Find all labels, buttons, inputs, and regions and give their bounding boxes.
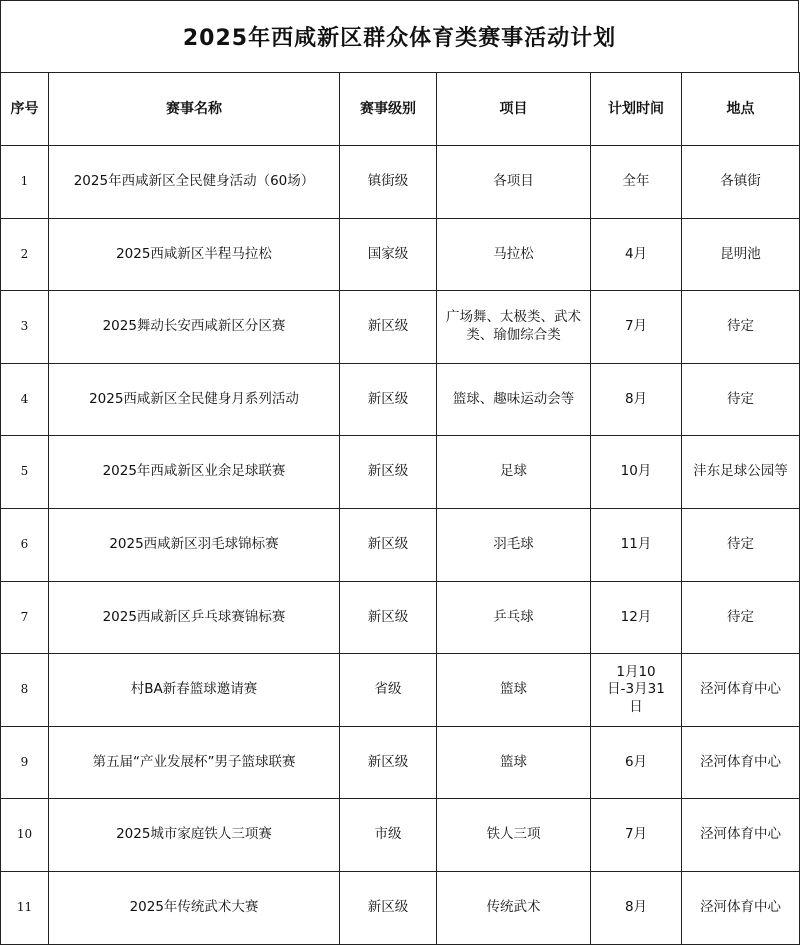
cell-event-name: 2025年传统武术大赛 bbox=[49, 871, 340, 944]
cell-place: 泾河体育中心 bbox=[682, 871, 800, 944]
cell-place: 昆明池 bbox=[682, 218, 800, 291]
cell-event-name: 第五届“产业发展杯”男子篮球联赛 bbox=[49, 726, 340, 799]
cell-index: 9 bbox=[1, 726, 49, 799]
cell-time: 8月 bbox=[591, 363, 682, 436]
cell-level: 镇街级 bbox=[340, 146, 437, 219]
table-row bbox=[1, 508, 800, 581]
cell-place: 待定 bbox=[682, 508, 800, 581]
cell-place: 待定 bbox=[682, 291, 800, 364]
table-row bbox=[1, 581, 800, 654]
cell-event-name: 2025舞动长安西咸新区分区赛 bbox=[49, 291, 340, 364]
cell-level: 省级 bbox=[340, 654, 437, 727]
table-row bbox=[1, 436, 800, 509]
table-row bbox=[1, 146, 800, 219]
header-item: 项目 bbox=[437, 73, 591, 146]
cell-item: 广场舞、太极类、武术类、瑜伽综合类 bbox=[437, 291, 591, 364]
cell-event-name: 2025西咸新区乒乓球赛锦标赛 bbox=[49, 581, 340, 654]
cell-level: 国家级 bbox=[340, 218, 437, 291]
cell-time: 7月 bbox=[591, 799, 682, 872]
cell-time: 8月 bbox=[591, 871, 682, 944]
cell-place: 泾河体育中心 bbox=[682, 654, 800, 727]
cell-item: 各项目 bbox=[437, 146, 591, 219]
table-row bbox=[1, 654, 800, 727]
cell-time: 11月 bbox=[591, 508, 682, 581]
table-title: 2025年西咸新区群众体育类赛事活动计划 bbox=[0, 0, 799, 73]
cell-index: 5 bbox=[1, 436, 49, 509]
header-row bbox=[1, 73, 800, 146]
table-row bbox=[1, 218, 800, 291]
cell-item: 乒乓球 bbox=[437, 581, 591, 654]
cell-item: 篮球 bbox=[437, 726, 591, 799]
cell-time: 4月 bbox=[591, 218, 682, 291]
cell-item: 铁人三项 bbox=[437, 799, 591, 872]
header-event-name: 赛事名称 bbox=[49, 73, 340, 146]
event-plan-table bbox=[0, 72, 800, 945]
cell-time: 10月 bbox=[591, 436, 682, 509]
cell-index: 2 bbox=[1, 218, 49, 291]
cell-index: 7 bbox=[1, 581, 49, 654]
cell-level: 新区级 bbox=[340, 508, 437, 581]
cell-item: 马拉松 bbox=[437, 218, 591, 291]
cell-level: 新区级 bbox=[340, 581, 437, 654]
cell-index: 8 bbox=[1, 654, 49, 727]
cell-index: 6 bbox=[1, 508, 49, 581]
cell-level: 新区级 bbox=[340, 436, 437, 509]
cell-index: 1 bbox=[1, 146, 49, 219]
cell-place: 待定 bbox=[682, 363, 800, 436]
header-time: 计划时间 bbox=[591, 73, 682, 146]
cell-place: 沣东足球公园等 bbox=[682, 436, 800, 509]
cell-event-name: 2025年西咸新区业余足球联赛 bbox=[49, 436, 340, 509]
cell-item: 羽毛球 bbox=[437, 508, 591, 581]
table-row bbox=[1, 726, 800, 799]
cell-time: 12月 bbox=[591, 581, 682, 654]
cell-level: 新区级 bbox=[340, 726, 437, 799]
cell-level: 新区级 bbox=[340, 291, 437, 364]
cell-item: 传统武术 bbox=[437, 871, 591, 944]
table-row bbox=[1, 871, 800, 944]
cell-event-name: 2025西咸新区羽毛球锦标赛 bbox=[49, 508, 340, 581]
cell-place: 待定 bbox=[682, 581, 800, 654]
cell-event-name: 2025年西咸新区全民健身活动（60场） bbox=[49, 146, 340, 219]
cell-level: 市级 bbox=[340, 799, 437, 872]
cell-time: 1月10日-3月31日 bbox=[591, 654, 682, 727]
cell-time: 6月 bbox=[591, 726, 682, 799]
cell-place: 泾河体育中心 bbox=[682, 726, 800, 799]
cell-level: 新区级 bbox=[340, 871, 437, 944]
cell-index: 3 bbox=[1, 291, 49, 364]
cell-item: 篮球、趣味运动会等 bbox=[437, 363, 591, 436]
cell-item: 足球 bbox=[437, 436, 591, 509]
cell-event-name: 2025西咸新区半程马拉松 bbox=[49, 218, 340, 291]
cell-event-name: 2025西咸新区全民健身月系列活动 bbox=[49, 363, 340, 436]
header-place: 地点 bbox=[682, 73, 800, 146]
cell-time: 全年 bbox=[591, 146, 682, 219]
table-row bbox=[1, 363, 800, 436]
cell-index: 11 bbox=[1, 871, 49, 944]
cell-event-name: 村BA新春篮球邀请赛 bbox=[49, 654, 340, 727]
header-index: 序号 bbox=[1, 73, 49, 146]
cell-time: 7月 bbox=[591, 291, 682, 364]
cell-item: 篮球 bbox=[437, 654, 591, 727]
cell-place: 泾河体育中心 bbox=[682, 799, 800, 872]
cell-index: 4 bbox=[1, 363, 49, 436]
cell-index: 10 bbox=[1, 799, 49, 872]
table-row bbox=[1, 291, 800, 364]
table-row bbox=[1, 799, 800, 872]
cell-level: 新区级 bbox=[340, 363, 437, 436]
cell-event-name: 2025城市家庭铁人三项赛 bbox=[49, 799, 340, 872]
header-level: 赛事级别 bbox=[340, 73, 437, 146]
cell-place: 各镇街 bbox=[682, 146, 800, 219]
